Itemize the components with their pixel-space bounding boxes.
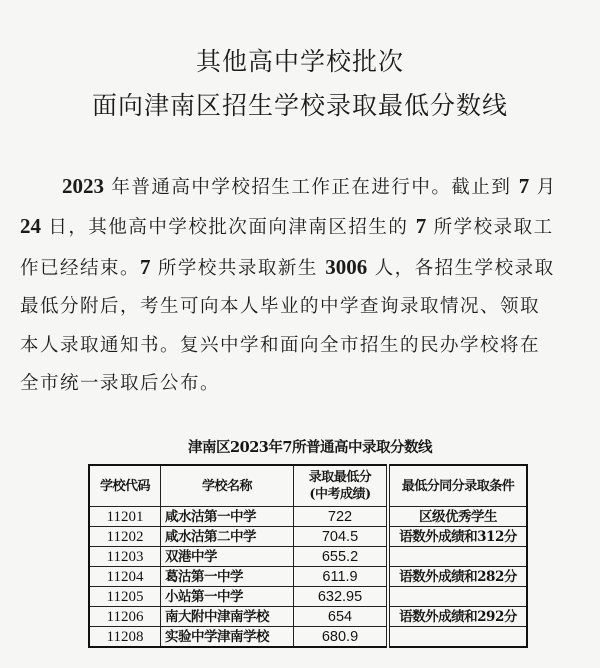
paragraph-number: 3006 — [325, 254, 368, 279]
paragraph-text: 最低分附后，考生可向本人毕业的中学查询录取情况、领取 — [20, 296, 541, 318]
paragraph-text: 所学校共录取新生 — [150, 257, 326, 279]
paragraph-line — [20, 167, 585, 207]
tie-condition-cell: 区级优秀学生 — [388, 507, 527, 527]
table-row — [89, 587, 527, 607]
school-code-cell: 11208 — [89, 627, 161, 648]
paragraph-number: 7 — [140, 254, 151, 279]
paragraph-line — [20, 327, 585, 365]
school-code-cell: 11202 — [89, 527, 161, 547]
min-score-cell: 680.9 — [294, 627, 389, 648]
announcement-paragraph — [20, 167, 585, 403]
table-title: 津南区2023年7所普通高中录取分数线 — [188, 439, 432, 456]
paragraph-line — [20, 207, 585, 247]
paragraph-text: 作已经结束。 — [20, 257, 141, 279]
min-score-cell: 611.9 — [294, 567, 389, 587]
school-code-cell: 11201 — [89, 507, 161, 527]
paragraph-text: 本人录取通知书。复兴中学和面向全市招生的民办学校将在 — [20, 334, 541, 356]
header-min-score — [294, 465, 389, 507]
school-code-cell: 11205 — [89, 587, 161, 607]
paragraph-text: 人，各招生学校录取 — [367, 257, 555, 279]
table-row — [89, 547, 527, 567]
header-school-code: 学校代码 — [89, 465, 161, 507]
table-row — [89, 527, 527, 547]
paragraph-text: 全市统一录取后公布。 — [20, 373, 221, 395]
paragraph-number: 7 — [518, 174, 530, 198]
min-score-cell: 722 — [294, 507, 389, 527]
paragraph-line — [20, 288, 585, 326]
table-row — [89, 627, 527, 648]
paragraph-line — [20, 248, 585, 288]
table-header-row — [89, 465, 527, 507]
table-row — [89, 567, 527, 587]
school-name-cell: 咸水沽第一中学 — [161, 507, 294, 527]
admission-scores-table — [88, 464, 528, 648]
paragraph-text: 月 — [529, 177, 557, 198]
header-tie-condition: 最低分同分录取条件 — [388, 465, 527, 507]
school-name-cell: 双港中学 — [161, 547, 294, 567]
tie-condition-cell: 语数外成绩和292分 — [388, 607, 527, 627]
paragraph-line — [20, 365, 585, 403]
paragraph-number: 7 — [415, 214, 427, 239]
school-code-cell: 11204 — [89, 567, 161, 587]
min-score-cell: 654 — [294, 607, 389, 627]
school-code-cell: 11203 — [89, 547, 161, 567]
tie-condition-cell: 语数外成绩和282分 — [388, 567, 527, 587]
header-min-score-line2: (中考成绩) — [309, 487, 371, 502]
school-name-cell: 咸水沽第二中学 — [161, 527, 294, 547]
school-code-cell: 11206 — [89, 607, 161, 627]
paragraph-text: 所学校录取工 — [426, 217, 554, 239]
min-score-cell: 632.95 — [294, 587, 389, 607]
school-name-cell: 南大附中津南学校 — [161, 607, 294, 627]
paragraph-number: 24 — [20, 214, 41, 239]
paragraph-text: 年普通高中学校招生工作正在进行中。截止到 — [104, 177, 519, 198]
tie-condition-cell — [388, 547, 527, 567]
page-title-line-1: 其他高中学校批次 — [195, 47, 404, 76]
paragraph-text: 日，其他高中学校批次面向津南区招生的 — [41, 217, 416, 239]
tie-condition-cell — [388, 627, 527, 648]
school-name-cell: 小站第一中学 — [161, 587, 294, 607]
tie-condition-cell — [388, 587, 527, 607]
table-row — [89, 607, 527, 627]
school-name-cell: 实验中学津南学校 — [161, 627, 294, 648]
table-row — [89, 507, 527, 527]
school-name-cell: 葛沽第一中学 — [161, 567, 294, 587]
header-min-score-line1: 录取最低分 — [308, 470, 372, 485]
tie-condition-cell: 语数外成绩和312分 — [388, 527, 527, 547]
header-school-name: 学校名称 — [161, 465, 294, 507]
min-score-cell: 655.2 — [294, 547, 389, 567]
min-score-cell: 704.5 — [294, 527, 389, 547]
page-title-line-2: 面向津南区招生学校录取最低分数线 — [91, 91, 508, 120]
paragraph-number: 2023 — [62, 174, 104, 198]
